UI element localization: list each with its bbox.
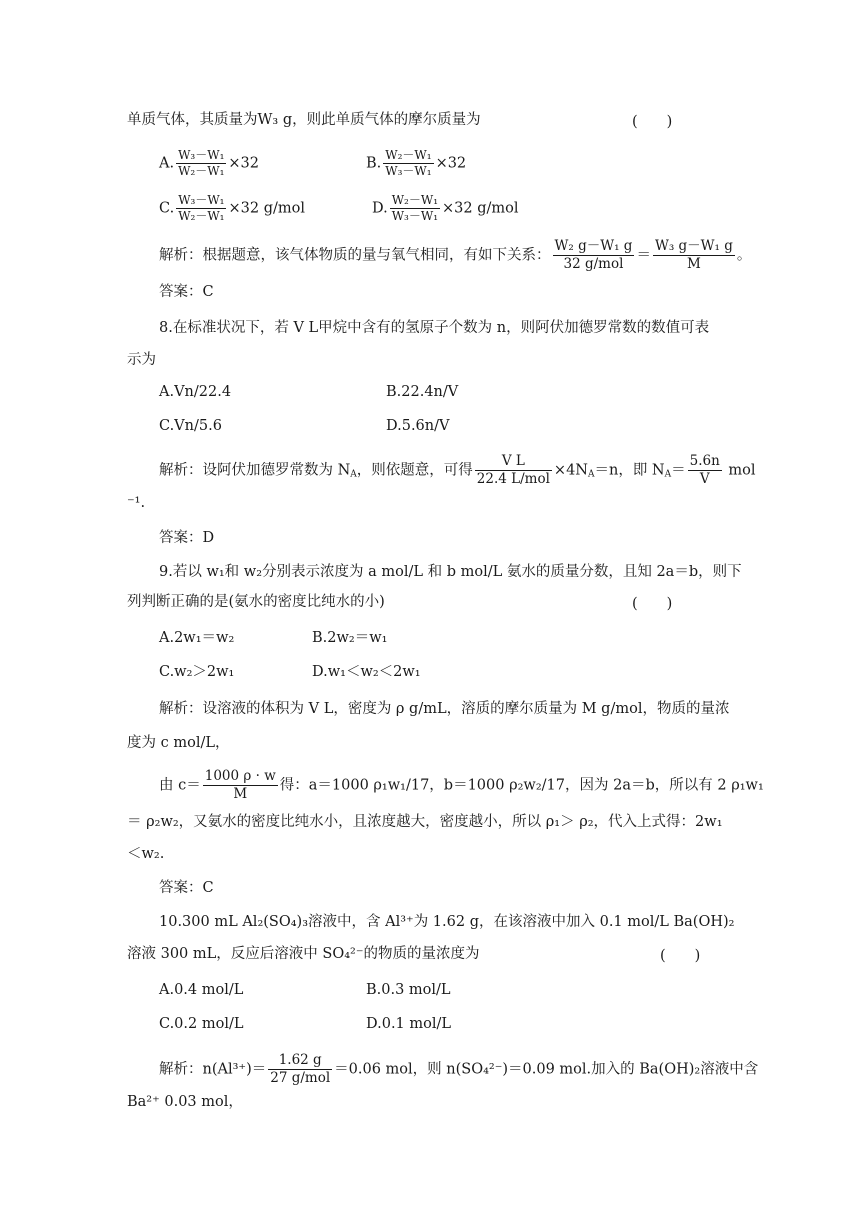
q10-analysis-line1: 解析：n(Al³⁺)＝ $\frac{1.62 g}{\text{27 g/mol}}$ ＝0.06 mol，则 n(SO₄²⁻)＝0.09 mol.加入的 Ba(OH)₂溶液中含 [159, 1052, 759, 1086]
q10-option-c: C.0.2 mol/L [159, 1016, 244, 1032]
answer-blank: ( ) [632, 596, 673, 612]
q9-analysis-line1: 解析：设溶液的体积为 V L，密度为 ρ g/mL，溶质的摩尔质量为 M g/mol，物质的量浓 [159, 701, 730, 717]
q8-option-c: C.Vn/5.6 [159, 418, 222, 434]
q7-option-a: A. $\frac{\text{W₃－W₁}}{\text{W₂－W₁}}$ ×32 [159, 148, 259, 178]
q9-option-d: D.w₁＜w₂＜2w₁ [312, 664, 421, 680]
q7-option-c: C. $\frac{\text{W₃－W₁}}{\text{W₂－W₁}}$ ×32 g/mol [159, 193, 305, 223]
q9-stem-line1: 9.若以 w₁和 w₂分别表示浓度为 a mol/L 和 b mol/L 氨水的质量分数，且知 2a＝b，则下 [159, 564, 742, 580]
q9-analysis-line3: 由 c＝ $\frac{1000 \rho \cdot w}{M}$ 得：a＝1000 ρ₁w₁/17，b＝1000 ρ₂w₂/17，因为 2a＝b，所以有 2 ρ₁w₁ [159, 768, 764, 802]
q10-stem-line1: 10.300 mL Al₂(SO₄)₃溶液中，含 Al³⁺为 1.62 g，在该溶液中加入 0.1 mol/L Ba(OH)₂ [159, 914, 735, 930]
q8-stem-line1: 8.在标准状况下，若 V L甲烷中含有的氢原子个数为 n，则阿伏加德罗常数的数值可表 [159, 320, 710, 336]
q8-analysis-cont: ⁻¹. [127, 495, 146, 511]
q10-stem-line2: 溶液 300 mL，反应后溶液中 SO₄²⁻的物质的量浓度为 [127, 946, 480, 962]
q9-answer: 答案：C [159, 880, 214, 896]
q9-option-c: C.w₂＞2w₁ [159, 664, 235, 680]
q7-option-b: B. $\frac{\text{W₂－W₁}}{\text{W₃－W₁}}$ ×32 [366, 148, 467, 178]
q10-option-a: A.0.4 mol/L [159, 982, 244, 998]
q8-option-d: D.5.6n/V [386, 418, 450, 434]
q10-option-d: D.0.1 mol/L [366, 1016, 452, 1032]
q9-analysis-line5: ＜w₂. [127, 846, 165, 862]
q8-answer: 答案：D [159, 530, 215, 546]
q8-stem-line2: 示为 [127, 352, 156, 368]
q7-analysis: 解析：根据题意，该气体物质的量与氧气相同，有如下关系： $\frac{\text{W₂ g－W₁ g}}{\text{32 g/mol}}$ ＝ $\frac{\text{W₃ g－W₁ g}}{M}$ 。 [159, 238, 752, 272]
q10-analysis-line2: Ba²⁺ 0.03 mol， [127, 1094, 243, 1110]
q9-option-a: A.2w₁＝w₂ [159, 630, 235, 646]
q10-option-b: B.0.3 mol/L [366, 982, 451, 998]
answer-blank: ( ) [632, 114, 673, 130]
q8-option-b: B.22.4n/V [386, 384, 459, 400]
q7-option-d: D. $\frac{\text{W₂－W₁}}{\text{W₃－W₁}}$ ×32 g/mol [372, 193, 519, 223]
answer-blank: ( ) [660, 948, 701, 964]
q7-stem-tail: 单质气体，其质量为W₃ g，则此单质气体的摩尔质量为 [127, 112, 481, 128]
q9-analysis-line2: 度为 c mol/L， [127, 735, 230, 751]
q8-analysis: 解析：设阿伏加德罗常数为 $N_A$，则依题意，可得 $\frac{\text{V L}}{\text{22.4 L/mol}}$ $\times 4N_A=n$，即 $N_A=$ $\frac{5.6n}{V}$ mol [159, 453, 756, 487]
q8-option-a: A.Vn/22.4 [159, 384, 232, 400]
q9-stem-line2: 列判断正确的是(氨水的密度比纯水的小) [127, 594, 385, 610]
q7-answer: 答案：C [159, 284, 214, 300]
q9-option-b: B.2w₂＝w₁ [312, 630, 388, 646]
q9-analysis-line4: ＝ ρ₂w₂，又氨水的密度比纯水小，且浓度越大，密度越小，所以 ρ₁＞ ρ₂，代入上式得：2w₁ [127, 814, 723, 830]
